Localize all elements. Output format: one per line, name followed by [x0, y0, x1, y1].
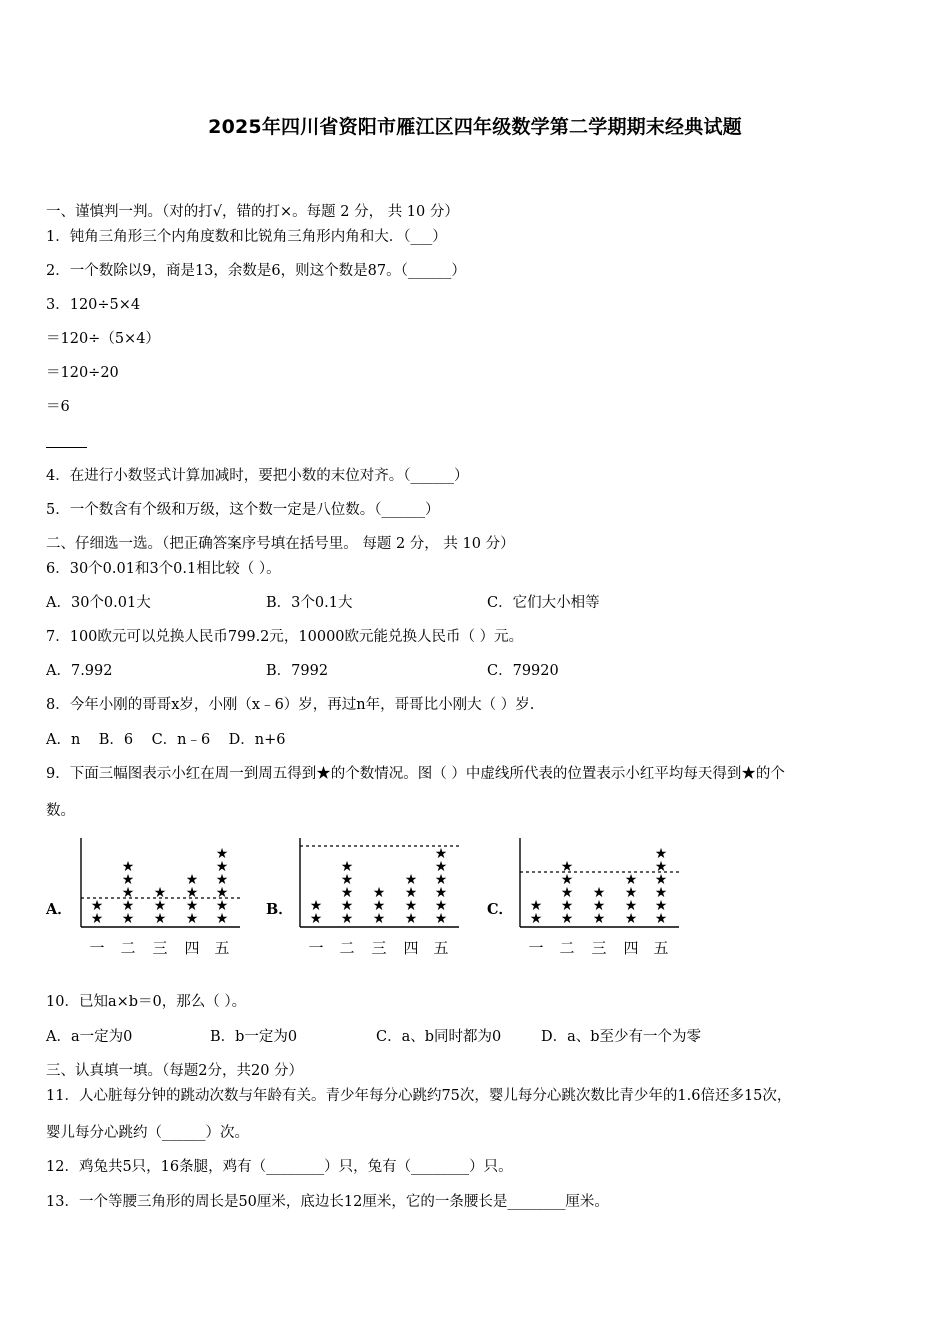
- page-title: 2025年四川省资阳市雁江区四年级数学第二学期期末经典试题: [208, 116, 742, 138]
- star-mark: ★: [215, 898, 229, 914]
- section-3-heading: 三、认真填一填。（每题2分，共20 分）: [46, 1063, 304, 1079]
- question-3-line-2: ＝120÷（5×4）: [46, 331, 160, 347]
- question-5: 5．一个数含有个级和万级，这个数一定是八位数。（______）: [46, 502, 440, 518]
- star-mark: ★: [560, 911, 574, 927]
- question-10-option-b: B．b一定为0: [210, 1029, 298, 1045]
- question-2: 2．一个数除以9，商是13，余数是6，则这个数是87。（______）: [46, 263, 466, 279]
- question-3-line-4: ＝6: [46, 399, 70, 415]
- category-label-2: 二: [339, 939, 355, 957]
- star-mark: ★: [404, 872, 418, 888]
- category-label-2: 二: [120, 939, 136, 957]
- star-mark: ★: [90, 911, 104, 927]
- star-mark: ★: [215, 911, 229, 927]
- star-mark: ★: [624, 898, 638, 914]
- star-mark: ★: [185, 898, 199, 914]
- star-mark: ★: [404, 885, 418, 901]
- answer-blank-line: [46, 447, 87, 448]
- star-chart-c-svg: [511, 836, 701, 961]
- question-7-option-a: A．7.992: [46, 663, 113, 679]
- question-8-options: A．n B．6 C．n﹣6 D．n+6: [46, 732, 286, 748]
- star-mark: ★: [434, 885, 448, 901]
- star-chart-b: [291, 836, 481, 961]
- star-mark: ★: [654, 846, 668, 862]
- chart-c-label: C．: [487, 901, 514, 918]
- star-mark: ★: [560, 872, 574, 888]
- star-mark: ★: [340, 885, 354, 901]
- question-6: 6．30个0.01和3个0.1相比较（ ）。: [46, 561, 281, 577]
- star-mark: ★: [215, 885, 229, 901]
- question-10-option-a: A．a一定为0: [46, 1029, 133, 1045]
- category-label-3: 三: [152, 939, 168, 957]
- category-label-3: 三: [591, 939, 607, 957]
- category-label-1: 一: [528, 939, 544, 957]
- star-mark: ★: [624, 885, 638, 901]
- star-mark: ★: [654, 872, 668, 888]
- star-mark: ★: [654, 898, 668, 914]
- star-mark: ★: [434, 846, 448, 862]
- star-mark: ★: [90, 898, 104, 914]
- question-7-option-c: C．79920: [487, 663, 559, 679]
- star-mark: ★: [434, 859, 448, 875]
- category-label-2: 二: [559, 939, 575, 957]
- star-mark: ★: [654, 859, 668, 875]
- question-12: 12．鸡兔共5只，16条腿，鸡有（________）只，兔有（________）只。: [46, 1159, 513, 1175]
- star-mark: ★: [372, 898, 386, 914]
- star-mark: ★: [340, 872, 354, 888]
- question-9-line-2: 数。: [46, 803, 75, 819]
- question-13: 13．一个等腰三角形的周长是50厘米，底边长12厘米，它的一条腰长是________厘米。: [46, 1194, 609, 1210]
- question-11-line-1: 11．人心脏每分钟的跳动次数与年龄有关。青少年每分心跳约75次，婴儿每分心跳次数比青少年的1.6倍还多15次，: [46, 1088, 792, 1104]
- star-mark: ★: [624, 872, 638, 888]
- question-8: 8．今年小刚的哥哥x岁，小刚（x﹣6）岁，再过n年，哥哥比小刚大（ ）岁.: [46, 697, 535, 713]
- question-7: 7．100欧元可以兑换人民币799.2元，10000欧元能兑换人民币（ ）元。: [46, 629, 524, 645]
- star-mark: ★: [121, 898, 135, 914]
- question-6-option-a: A．30个0.01大: [46, 595, 151, 611]
- star-mark: ★: [340, 898, 354, 914]
- star-mark: ★: [560, 859, 574, 875]
- star-mark: ★: [372, 911, 386, 927]
- star-mark: ★: [404, 898, 418, 914]
- star-mark: ★: [121, 885, 135, 901]
- category-label-4: 四: [184, 939, 200, 957]
- star-mark: ★: [654, 911, 668, 927]
- star-chart-a-svg: [72, 836, 262, 961]
- star-mark: ★: [215, 859, 229, 875]
- star-mark: ★: [121, 872, 135, 888]
- question-10: 10．已知a×b＝0，那么（ ）。: [46, 994, 247, 1010]
- category-label-4: 四: [623, 939, 639, 957]
- star-mark: ★: [121, 859, 135, 875]
- question-4: 4．在进行小数竖式计算加减时，要把小数的末位对齐。（______）: [46, 468, 469, 484]
- star-chart-c: [511, 836, 701, 961]
- star-mark: ★: [560, 885, 574, 901]
- star-mark: ★: [153, 885, 167, 901]
- star-mark: ★: [372, 885, 386, 901]
- star-mark: ★: [215, 846, 229, 862]
- star-mark: ★: [592, 898, 606, 914]
- question-6-option-c: C．它们大小相等: [487, 595, 600, 611]
- category-label-3: 三: [371, 939, 387, 957]
- star-mark: ★: [434, 898, 448, 914]
- star-mark: ★: [434, 911, 448, 927]
- question-9-line-1: 9．下面三幅图表示小红在周一到周五得到★的个数情况。图（ ）中虚线所代表的位置表示小红平均每天得到★的个: [46, 766, 785, 782]
- star-mark: ★: [121, 911, 135, 927]
- category-label-1: 一: [89, 939, 105, 957]
- star-mark: ★: [592, 911, 606, 927]
- star-mark: ★: [529, 898, 543, 914]
- star-mark: ★: [434, 872, 448, 888]
- star-mark: ★: [340, 859, 354, 875]
- star-mark: ★: [309, 911, 323, 927]
- star-mark: ★: [185, 911, 199, 927]
- question-6-option-b: B．3个0.1大: [266, 595, 353, 611]
- question-1: 1．钝角三角形三个内角度数和比锐角三角形内角和大．（___）: [46, 229, 447, 245]
- star-mark: ★: [592, 885, 606, 901]
- chart-b-label: B．: [266, 901, 293, 918]
- category-label-1: 一: [308, 939, 324, 957]
- chart-a-label: A．: [46, 901, 72, 918]
- category-label-5: 五: [433, 939, 449, 957]
- category-label-4: 四: [403, 939, 419, 957]
- star-mark: ★: [309, 898, 323, 914]
- question-3-line-3: ＝120÷20: [46, 365, 119, 381]
- star-mark: ★: [340, 911, 354, 927]
- question-7-option-b: B．7992: [266, 663, 329, 679]
- question-10-option-c: C．a、b同时都为0: [376, 1029, 502, 1045]
- star-mark: ★: [654, 885, 668, 901]
- category-label-5: 五: [214, 939, 230, 957]
- section-2-heading: 二、仔细选一选。（把正确答案序号填在括号里。 每题 2 分， 共 10 分）: [46, 536, 515, 552]
- star-mark: ★: [560, 898, 574, 914]
- question-3-line-1: 3．120÷5×4: [46, 297, 141, 313]
- star-mark: ★: [404, 911, 418, 927]
- star-mark: ★: [185, 872, 199, 888]
- star-mark: ★: [185, 885, 199, 901]
- star-mark: ★: [153, 911, 167, 927]
- section-1-heading: 一、谨慎判一判。（对的打√，错的打×。每题 2 分， 共 10 分）: [46, 204, 459, 220]
- category-label-5: 五: [653, 939, 669, 957]
- star-mark: ★: [215, 872, 229, 888]
- question-11-line-2: 婴儿每分心跳约（______）次。: [46, 1125, 249, 1141]
- question-10-option-d: D．a、b至少有一个为零: [541, 1029, 702, 1045]
- star-mark: ★: [624, 911, 638, 927]
- star-mark: ★: [153, 898, 167, 914]
- star-chart-a: [72, 836, 262, 961]
- star-chart-b-svg: [291, 836, 481, 961]
- star-mark: ★: [529, 911, 543, 927]
